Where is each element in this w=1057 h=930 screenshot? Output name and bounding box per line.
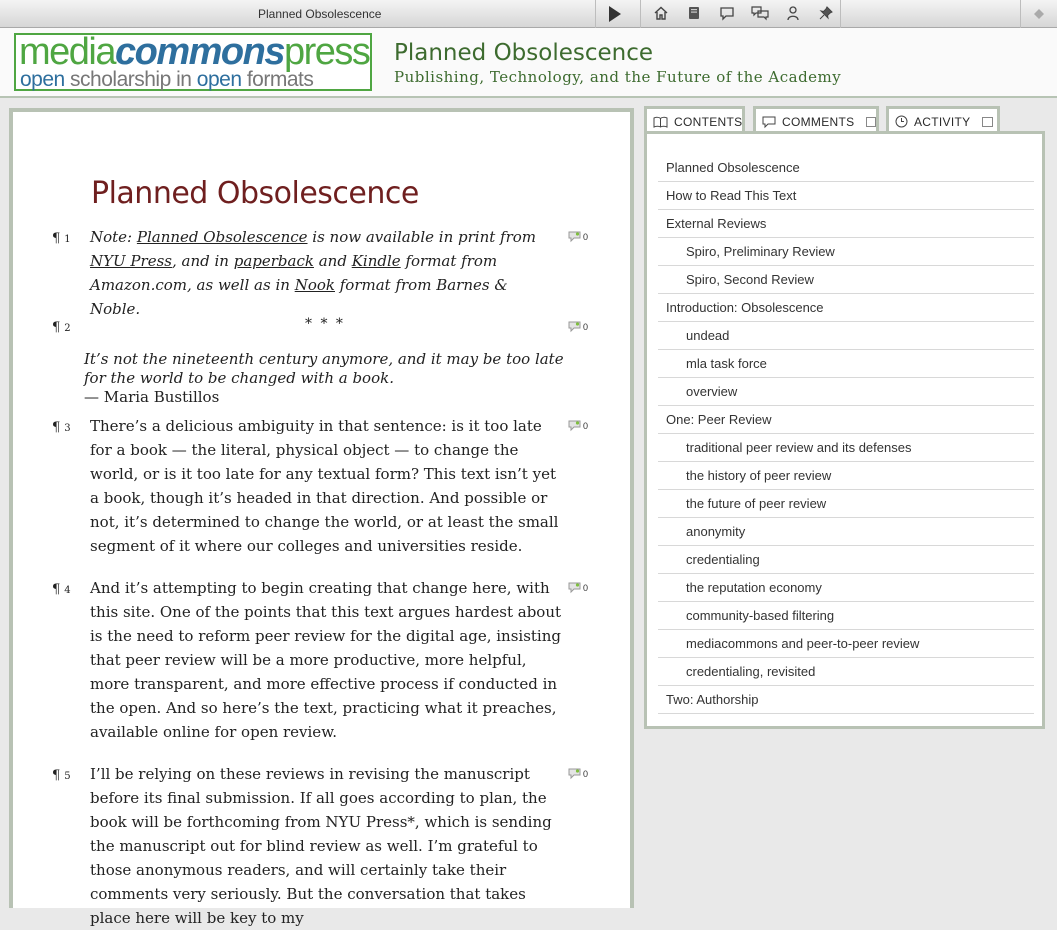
user-icon[interactable] xyxy=(783,3,803,23)
contents-panel xyxy=(644,131,1045,729)
toc-item[interactable]: undead xyxy=(658,322,1034,350)
section-break: * * * xyxy=(305,316,345,332)
toc-item[interactable]: Spiro, Second Review xyxy=(658,266,1034,294)
toc-item[interactable]: How to Read This Text xyxy=(658,182,1034,210)
epigraph xyxy=(84,350,574,407)
toolbar-divider xyxy=(595,0,596,28)
toc-item[interactable]: community-based filtering xyxy=(658,602,1034,630)
toc-item[interactable]: Planned Obsolescence xyxy=(658,154,1034,182)
window-title: Planned Obsolescence xyxy=(258,7,382,21)
body-paragraph: There’s a delicious ambiguity in that sentence: is it too late for a book — the literal, physical object — to change the world, or is it too late for any textual form? This text isn’t yet a book, though it’s headed in that direction. And possible or not, it’s determined to change the world, or at least the small segment of it where our colleges and universities reside. xyxy=(90,417,559,555)
site-header xyxy=(0,28,1057,98)
toc-item[interactable]: mla task force xyxy=(658,350,1034,378)
page-title: Planned Obsolescence xyxy=(91,176,419,211)
toc-item[interactable]: overview xyxy=(658,378,1034,406)
book-title[interactable]: Planned Obsolescence xyxy=(394,40,654,66)
book-subtitle: Publishing, Technology, and the Future of the Academy xyxy=(394,68,842,86)
paragraph-marker[interactable]: ¶ 5 xyxy=(52,768,71,783)
toc-item[interactable]: One: Peer Review xyxy=(658,406,1034,434)
body-paragraph: I’ll be relying on these reviews in revising the manuscript before its final submission. If all goes according to plan, the book will be forthcoming from NYU Press*, which is sending the manuscript out for blind review as well. I’m grateful to those anonymous readers, and will certainly take their comments very seriously. But the conversation that takes place here will be key to my xyxy=(90,765,552,927)
paragraph-marker[interactable]: ¶ 1 xyxy=(52,231,71,246)
toc-item[interactable]: mediacommons and peer-to-peer review xyxy=(658,630,1034,658)
toc-item[interactable]: Two: Authorship xyxy=(658,686,1034,714)
epigraph-attribution: — Maria Bustillos xyxy=(84,388,220,406)
comment-bubble-icon xyxy=(568,582,581,593)
link-nyu-press[interactable]: NYU Press xyxy=(90,252,172,270)
clock-icon xyxy=(895,115,908,128)
toc-item[interactable]: anonymity xyxy=(658,518,1034,546)
top-toolbar xyxy=(0,0,1057,28)
toc-item[interactable]: the history of peer review xyxy=(658,462,1034,490)
tab-contents[interactable]: CONTENTS xyxy=(644,106,745,134)
home-icon[interactable] xyxy=(651,3,671,23)
comment-bubble-icon xyxy=(568,768,581,779)
toc-item[interactable]: External Reviews xyxy=(658,210,1034,238)
toc-item[interactable]: credentialing xyxy=(658,546,1034,574)
paragraph-marker[interactable]: ¶ 2 xyxy=(52,320,71,335)
toc-item[interactable]: Introduction: Obsolescence xyxy=(658,294,1034,322)
paragraph-marker[interactable]: ¶ 4 xyxy=(52,582,71,597)
minimize-icon[interactable] xyxy=(982,117,993,127)
mediacommons-press-logo[interactable] xyxy=(14,33,372,91)
body-paragraph: And it’s attempting to begin creating that change here, with this site. One of the points that this text argues hardest about is the need to reform peer review for the digital age, insisting that peer review will be a more productive, more helpful, more transparent, and more effective process if conducted in the open. And so here’s the text, practicing what it preaches, available online for open review. xyxy=(90,579,562,741)
toolbar-divider xyxy=(640,0,641,28)
toolbar-divider xyxy=(840,0,841,28)
comment-icon[interactable] xyxy=(717,3,737,23)
comment-count[interactable]: 0 xyxy=(568,582,588,593)
logo-wordmark: mediacommonspress xyxy=(19,31,370,73)
logo-tagline: open scholarship in open formats xyxy=(20,68,314,91)
tab-activity[interactable]: ACTIVITY xyxy=(886,106,1000,134)
comment-icon xyxy=(762,116,776,128)
link-nook[interactable]: Nook xyxy=(294,276,335,294)
toc-item[interactable]: Spiro, Preliminary Review xyxy=(658,238,1034,266)
comments-icon[interactable] xyxy=(750,3,770,23)
link-paperback[interactable]: paperback xyxy=(233,252,314,270)
minimize-icon[interactable] xyxy=(866,117,876,127)
comment-count[interactable]: 0 xyxy=(568,420,588,431)
epigraph-text: It’s not the nineteenth century anymore, and it may be too late for the world to be changed with a book. xyxy=(84,350,564,387)
note-paragraph: Note: Planned Obsolescence is now available in print from NYU Press, and in paperback and Kindle format from Amazon.com, as well as in Nook format from Barnes & Noble. xyxy=(90,228,537,318)
link-kindle[interactable]: Kindle xyxy=(351,252,401,270)
pin-icon[interactable] xyxy=(816,3,836,23)
paragraph-marker[interactable]: ¶ 3 xyxy=(52,420,71,435)
tab-comments[interactable]: COMMENTS xyxy=(753,106,879,134)
text-panel xyxy=(9,108,634,927)
comment-count[interactable]: 0 xyxy=(568,321,588,332)
toc-item[interactable]: traditional peer review and its defenses xyxy=(658,434,1034,462)
comment-count[interactable]: 0 xyxy=(568,231,588,242)
comment-bubble-icon xyxy=(568,231,581,242)
table-of-contents xyxy=(658,154,1034,714)
settings-icon[interactable] xyxy=(1020,0,1057,28)
comment-count[interactable]: 0 xyxy=(568,768,588,779)
open-book-icon xyxy=(653,116,668,128)
toc-item[interactable]: credentialing, revisited xyxy=(658,658,1034,686)
toc-item[interactable]: the future of peer review xyxy=(658,490,1034,518)
comment-bubble-icon xyxy=(568,420,581,431)
play-icon[interactable] xyxy=(609,6,621,22)
toc-item[interactable]: the reputation economy xyxy=(658,574,1034,602)
comment-bubble-icon xyxy=(568,321,581,332)
link-planned-obsolescence[interactable]: Planned Obsolescence xyxy=(136,228,308,246)
book-icon[interactable] xyxy=(684,3,704,23)
